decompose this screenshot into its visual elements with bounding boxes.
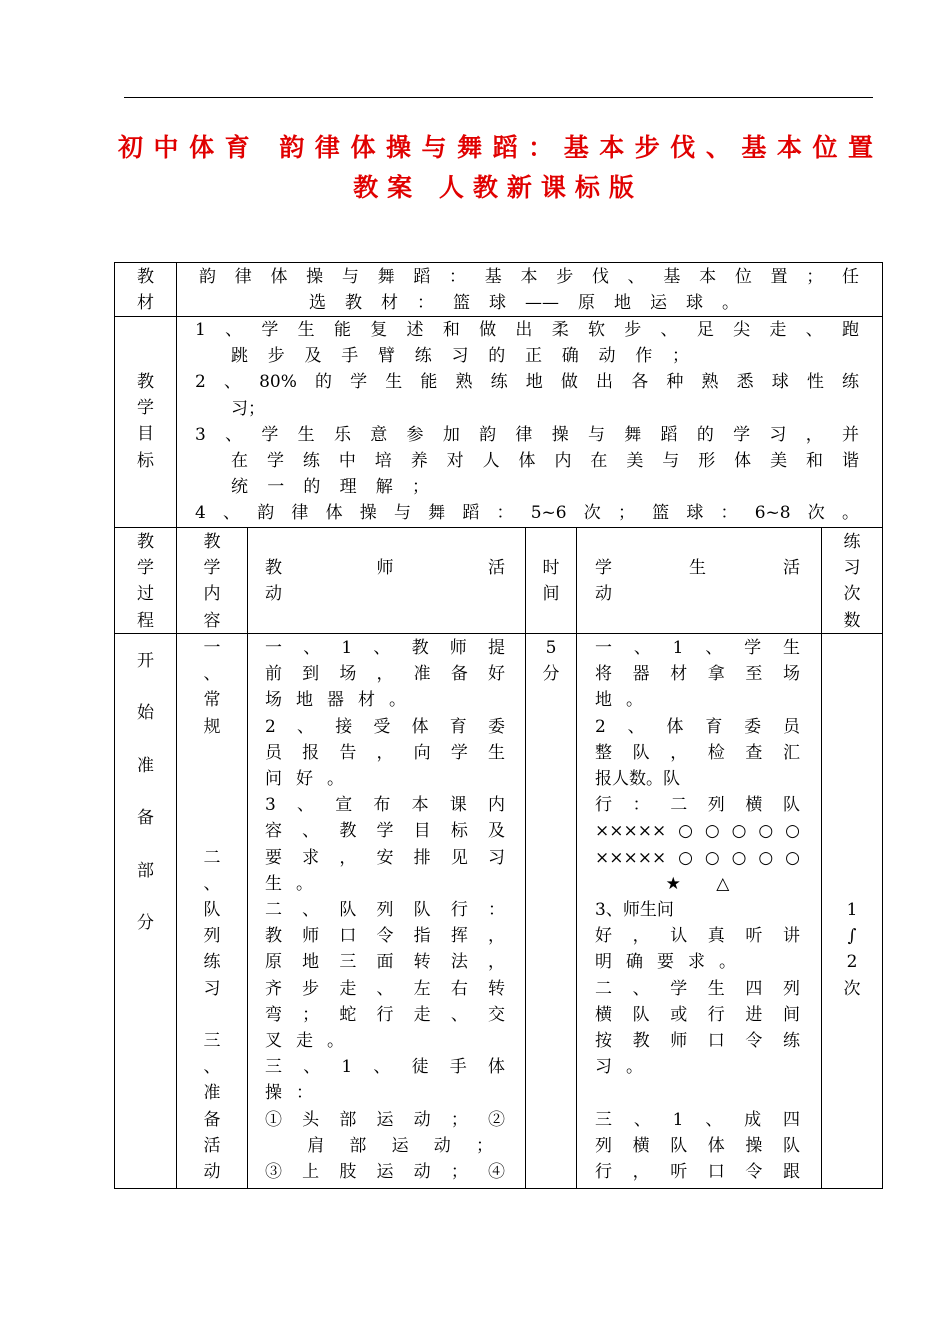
objectives-content <box>195 317 859 527</box>
process-header: 教 学 过 程 <box>137 532 154 631</box>
content-line: 、 <box>203 1057 221 1078</box>
student-line: 报人数。队 <box>595 769 680 790</box>
student-line: 三、1、成四 <box>595 1109 800 1130</box>
student-line: 列横队体操队 <box>595 1135 800 1156</box>
content-line: 练 <box>203 952 221 973</box>
student-line: 将器材拿至场 <box>595 664 800 685</box>
student-line <box>595 1080 800 1106</box>
teacher-line: 员报告，向学生 <box>265 742 505 763</box>
student-line: 行，听口令跟 <box>595 1162 800 1183</box>
teacher-line: 一、1、教师提 <box>265 638 505 658</box>
student-line: 行：二列横队 <box>595 795 800 816</box>
student-line: 习。 <box>595 1057 657 1078</box>
student-line: ★ △ <box>665 873 730 894</box>
teacher-line: 场地器材。 <box>265 690 420 711</box>
teacher-line: 要求，安排见习 <box>265 847 505 868</box>
teacher-line: 二、队列队行： <box>265 900 505 921</box>
student-line: ×××××○○○○○ <box>595 821 800 842</box>
stage-label: 开 始 准 备 部 分 <box>137 651 154 934</box>
objectives-label: 教 学 目 标 <box>137 372 154 471</box>
teacher-line: 2、接受体育委 <box>265 716 505 737</box>
content-line: 准 <box>203 1083 221 1104</box>
teacher-line: 弯；蛇行走、交 <box>265 1004 505 1025</box>
row-divider <box>115 527 882 528</box>
teaching-content-column <box>177 635 247 1185</box>
student-line: 二、学生四列 <box>595 978 800 999</box>
goal-line: 3、学生乐意参加韵律操与舞蹈的学习，并 <box>195 424 859 445</box>
student-line: 明确要求。 <box>595 952 750 973</box>
goal-line: 统一的理解； <box>231 477 429 498</box>
content-line <box>177 1002 247 1028</box>
goal-line: 习； <box>231 398 265 419</box>
teacher-line: ③上肢运动；④ <box>265 1162 505 1183</box>
lesson-plan-table <box>114 262 883 1189</box>
teacher-line: 3、宣布本课内 <box>265 795 505 816</box>
column-divider <box>247 527 248 1188</box>
time-value: 5 分 <box>542 638 560 685</box>
content-line: 队 <box>203 900 221 921</box>
teacher-activity-header: 教 师 活 动 <box>265 558 505 605</box>
content-line <box>177 740 247 766</box>
content-line: 动 <box>203 1162 221 1183</box>
teacher-line: ①头部运动；② <box>265 1109 505 1130</box>
goal-line: 2、80%的学生能熟练地做出各种熟悉球性练 <box>195 372 859 393</box>
materials-content: 韵律体操与舞蹈：基本步伐、基本位置；任 选教材：篮球——原地运球。 <box>199 267 859 314</box>
column-divider <box>525 527 526 1188</box>
practice-count: 1 ∫ 2 次 <box>843 900 861 999</box>
content-line: 习 <box>203 978 221 999</box>
teacher-line: 三、1、徒手体 <box>265 1057 505 1078</box>
document-title-line1: 初中体育 韵律体操与舞蹈：基本步伐、基本位置 <box>118 133 878 162</box>
teacher-line: 肩部运动； <box>265 1135 505 1156</box>
content-line: 、 <box>203 873 221 894</box>
student-line: 地。 <box>595 690 657 711</box>
content-line <box>177 766 247 792</box>
content-line: 规 <box>203 716 221 737</box>
content-line: 三 <box>203 1031 221 1052</box>
student-line: ×××××○○○○○ <box>595 847 800 868</box>
content-line: 二 <box>203 847 221 868</box>
teacher-line: 齐步走、左右转 <box>265 978 505 999</box>
goal-line: 在学练中培养对人体内在美与形体美和谐 <box>231 451 859 472</box>
content-line <box>177 792 247 818</box>
student-line: 好，认真听讲 <box>595 926 800 947</box>
student-line: 横队或行进间 <box>595 1004 800 1025</box>
student-activity-header: 学 生 活 动 <box>595 558 800 605</box>
goal-line: 4、韵律体操与舞蹈：5~6次；篮球：6~8次。 <box>195 503 859 524</box>
teacher-line: 问好。 <box>265 769 358 790</box>
teacher-line: 生。 <box>265 873 327 894</box>
content-header: 教 学 内 容 <box>203 532 221 631</box>
teacher-line: 原地三面转法， <box>265 952 505 973</box>
student-activity-column <box>595 635 800 1185</box>
content-line <box>177 818 247 844</box>
goal-line: 跳步及手臂练习的正确动作； <box>231 346 689 367</box>
student-line: 整队，检查汇 <box>595 742 800 763</box>
teacher-line: 叉走。 <box>265 1031 358 1052</box>
materials-label: 教 材 <box>137 267 154 314</box>
student-line: 一、1、学生 <box>595 638 800 658</box>
document-title-line2: 教案 人教新课标版 <box>353 173 643 202</box>
teacher-line: 容、教学目标及 <box>265 821 505 842</box>
teacher-line: 教师口令指挥， <box>265 926 505 947</box>
student-line: 按教师口令练 <box>595 1031 800 1052</box>
goal-line: 1、学生能复述和做出柔软步、足尖走、跑 <box>195 320 859 340</box>
header-rule <box>124 97 873 98</box>
teacher-line: 操： <box>265 1083 327 1104</box>
content-line: 、 <box>203 664 221 685</box>
practice-header: 练 习 次 数 <box>843 532 861 631</box>
teacher-line: 前到场，准备好 <box>265 664 505 685</box>
content-line: 列 <box>203 926 221 947</box>
time-header: 时 间 <box>542 558 560 605</box>
column-divider <box>576 527 577 1188</box>
student-line: 2、体育委员 <box>595 716 800 737</box>
content-line: 活 <box>203 1135 221 1156</box>
content-line: 一 <box>203 638 221 658</box>
teacher-activity-column <box>265 635 505 1185</box>
student-line: 3、师生问 <box>595 900 674 921</box>
content-line: 备 <box>203 1109 221 1130</box>
content-line: 常 <box>203 690 221 711</box>
